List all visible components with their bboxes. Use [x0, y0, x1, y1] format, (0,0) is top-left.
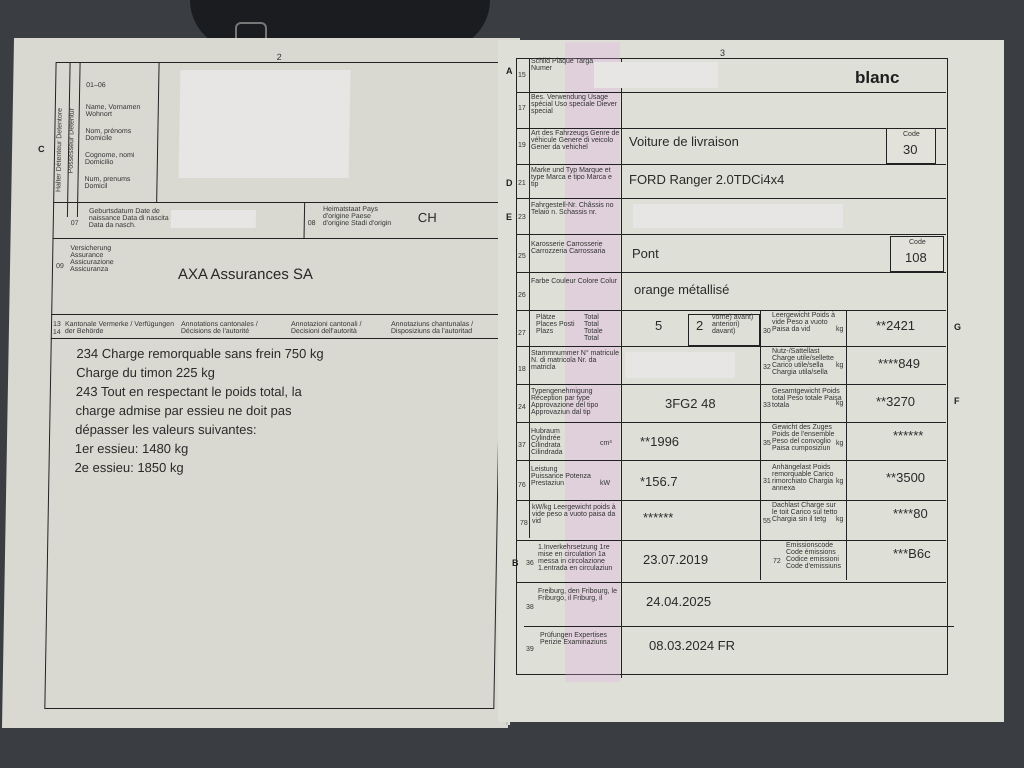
section-letter-b: B — [512, 558, 519, 568]
type-approval-label: Typengenehmigung Réception par type Approvazione del tipo Approvaziun dal tip — [531, 388, 599, 416]
section-letter-f: F — [954, 396, 960, 406]
power-label: Leistung Puissance Potenza Prestaziun — [531, 466, 591, 487]
field-number-25: 25 — [518, 253, 526, 260]
field-number-33: 33 — [763, 402, 771, 409]
empty-weight-unit: kg — [836, 326, 844, 333]
vehicle-type-code-box — [886, 128, 936, 164]
power-weight-ratio-number: 78 — [520, 520, 528, 527]
roof-load-label: Dachlast Charge sur le toit Carico sul tetto Chargia sin il tetg — [772, 502, 838, 523]
payload-label: Nutz-/Sattellast Charge utile/sellette Carico utile/sella Chargia utila/sella — [772, 348, 834, 376]
section-letter-e: E — [506, 212, 513, 222]
annotations-number-13: 13 — [52, 321, 61, 328]
annotation-line: 2e essieu: 1850 kg — [74, 460, 184, 475]
first-registration-label: 1.Inverkehrsetzung 1re mise en circulation 1a messa in circolazione 1.entrada en circulaziun — [538, 544, 613, 572]
field-number-76: 76 — [518, 482, 526, 489]
towing-capacity-value: **3500 — [886, 470, 926, 485]
roof-load-value: ****80 — [893, 506, 928, 521]
annotation-line: dépasser les valeurs suivantes: — [75, 422, 257, 437]
section-letter-a: A — [506, 66, 513, 76]
roof-load-unit: kg — [836, 516, 844, 523]
towing-capacity-unit: kg — [836, 478, 844, 485]
power-weight-ratio-label: kW/kg Leergewicht poids à vide peso a vuoto paisa da vid — [532, 504, 616, 525]
power-weight-ratio-value: ****** — [643, 510, 674, 525]
holder-field-range: 01–06 — [86, 82, 106, 89]
holder-side-label-2: Possesseur Detentur — [67, 108, 76, 174]
empty-weight-value: **2421 — [876, 318, 916, 333]
power-unit: kW — [600, 480, 611, 487]
vehicle-type-code: 30 — [903, 142, 918, 157]
field-number-21: 21 — [518, 180, 526, 187]
total-weight-value: **3270 — [876, 394, 916, 409]
vehicle-type-value: Voiture de livraison — [629, 134, 739, 149]
holder-side-label: Halter Détenteur Detentore — [55, 108, 64, 193]
displacement-label: Hubraum Cylindrée Cilindrata Cilindrada — [531, 428, 563, 456]
emission-code-value: ***B6c — [893, 546, 931, 561]
train-weight-value: ****** — [893, 428, 924, 443]
redacted-matriculation — [625, 352, 735, 378]
birth-field-number: 07 — [70, 220, 79, 227]
type-approval-value: 3FG2 48 — [665, 396, 716, 411]
body-code-box — [890, 236, 944, 272]
field-number-36: 36 — [526, 560, 534, 567]
emission-code-label: Emissionscode Code émissions Codice emissioni Code d'emissiuns — [786, 542, 842, 570]
chassis-label: Fahrgestell-Nr. Châssis no Telaio n. Schassis nr. — [531, 202, 614, 216]
color-label: Farbe Couleur Colore Colur — [531, 278, 617, 285]
holder-num-label: Num, prenums Domicil — [84, 176, 131, 190]
page-number: 2 — [276, 52, 282, 62]
front-seats-label: vorne) avant) anteriori) davant) — [712, 314, 754, 335]
redacted-plate — [594, 62, 718, 88]
seats-total-value: 5 — [655, 318, 663, 333]
inspections-label: Prüfungen Expertises Perizie Examinaziuns — [540, 632, 607, 646]
field-number-26: 26 — [518, 292, 526, 299]
seats-total-label: Total Total Totale Total — [584, 314, 603, 342]
field-number-38: 38 — [526, 604, 534, 611]
origin-label: Heimatstaat Pays d'origine Paese d'origine Stadi d'origin — [322, 206, 392, 227]
holder-name-label: Name, Vornamen Wohnort — [85, 104, 141, 118]
make-type-value: FORD Ranger 2.0TDCi4x4 — [629, 172, 785, 187]
page-number: 3 — [720, 48, 726, 58]
inspection-value: 08.03.2024 FR — [649, 638, 736, 653]
first-registration-value: 23.07.2019 — [643, 552, 709, 567]
body-code: 108 — [905, 250, 927, 265]
displacement-unit: cm³ — [600, 440, 612, 447]
code-label: Code — [903, 131, 920, 138]
displacement-value: **1996 — [640, 434, 680, 449]
front-seats-value: 2 — [696, 318, 704, 333]
annotations-number-14: 14 — [52, 329, 61, 336]
annotation-line: Charge du timon 225 kg — [76, 365, 216, 380]
field-number-27: 27 — [518, 330, 526, 337]
field-number-19: 19 — [518, 142, 526, 149]
field-number-15: 15 — [518, 72, 526, 79]
left-page — [2, 38, 520, 728]
origin-value: CH — [417, 210, 437, 225]
payload-unit: kg — [836, 362, 844, 369]
insurance-field-number: 09 — [55, 263, 64, 270]
holder-cognome-label: Cognome, nomi Domicilio — [84, 152, 135, 166]
field-number-18: 18 — [518, 366, 526, 373]
annotation-line: 1er essieu: 1480 kg — [74, 441, 189, 456]
body-value: Pont — [632, 246, 659, 261]
redacted-birth-date — [171, 210, 256, 228]
plate-label: Schild Plaque Targa Numer — [531, 58, 594, 72]
color-value: orange métallisé — [634, 282, 730, 297]
section-letter-d: D — [506, 178, 513, 188]
field-number-72: 72 — [773, 558, 781, 565]
annotations-header-de: Kantonale Vermerke / Verfügungen der Behörde — [64, 321, 175, 335]
field-number-31: 31 — [763, 478, 771, 485]
field-number-24: 24 — [518, 404, 526, 411]
field-number-17: 17 — [518, 105, 526, 112]
issue-place-label: Freiburg, den Fribourg, le Friburgo, il Friburg, il — [538, 588, 617, 602]
issue-date-value: 24.04.2025 — [646, 594, 712, 609]
origin-field-number: 08 — [307, 220, 316, 227]
annotation-line: 243 Tout en respectant le poids total, la — [75, 384, 302, 399]
insurance-label: Versicherung Assurance Assicurazione Assicuranza — [69, 245, 114, 273]
plate-color-value: blanc — [855, 68, 900, 87]
make-type-label: Marke und Typ Marque et type Marca e tipo Marca e tip — [531, 167, 612, 188]
annotations-header-fr: Annotations cantonales / Décisions de l'autorité — [180, 321, 258, 335]
matriculation-label: Stammnummer N° matricule N. di matricola Nr. da matricla — [531, 350, 619, 371]
special-use-label: Bes. Verwendung Usage spécial Uso speciale Diever special — [531, 94, 617, 115]
seats-label: Plätze Places Posti Plazs — [536, 314, 575, 335]
annotations-header-it: Annotazioni cantonali / Decisioni dell'autorità — [290, 321, 362, 335]
birth-date-label: Geburtsdatum Date de naissance Data di nascita Data da nasch. — [88, 208, 169, 229]
insurance-value: AXA Assurances SA — [177, 266, 314, 283]
field-number-23: 23 — [518, 214, 526, 221]
redacted-holder-name — [179, 70, 351, 178]
field-number-39: 39 — [526, 646, 534, 653]
holder-nom-label: Nom, prénoms Domicile — [85, 128, 132, 142]
section-letter-g: G — [954, 322, 962, 332]
annotation-line: 234 Charge remorquable sans frein 750 kg — [76, 346, 324, 361]
total-weight-label: Gesamtgewicht Poids total Peso totale Paisa totala — [772, 388, 842, 409]
annotations-header-rm: Annotaziuns chantunalas / Disposiziuns da l'autoritad — [390, 321, 474, 335]
train-weight-unit: kg — [836, 440, 844, 447]
field-number-32: 32 — [763, 364, 771, 371]
field-number-55: 55 — [763, 518, 771, 525]
power-value: *156.7 — [640, 474, 678, 489]
towing-capacity-label: Anhängelast Poids remorquable Carico rimorchiato Chargia annexa — [772, 464, 834, 492]
section-letter-c: C — [37, 144, 45, 154]
field-number-35: 35 — [763, 440, 771, 447]
payload-value: ****849 — [878, 356, 920, 371]
body-label: Karosserie Carrosserie Carrozzeria Carrossaria — [531, 241, 606, 255]
train-weight-label: Gewicht des Zuges Poids de l'ensemble Peso del convoglio Paisa cumposiziun — [772, 424, 835, 452]
empty-weight-label: Leergewicht Poids à vide Peso a vuoto Paisa da vid — [772, 312, 836, 333]
redacted-chassis-number — [633, 204, 843, 228]
vehicle-type-label: Art des Fahrzeugs Genre de véhicule Genere di veicolo Gener da vehichel — [531, 130, 620, 151]
total-weight-unit: kg — [836, 400, 844, 407]
field-number-37: 37 — [518, 442, 526, 449]
field-number-30: 30 — [763, 328, 771, 335]
code-label: Code — [909, 239, 926, 246]
annotation-line: charge admise par essieu ne doit pas — [75, 403, 292, 418]
